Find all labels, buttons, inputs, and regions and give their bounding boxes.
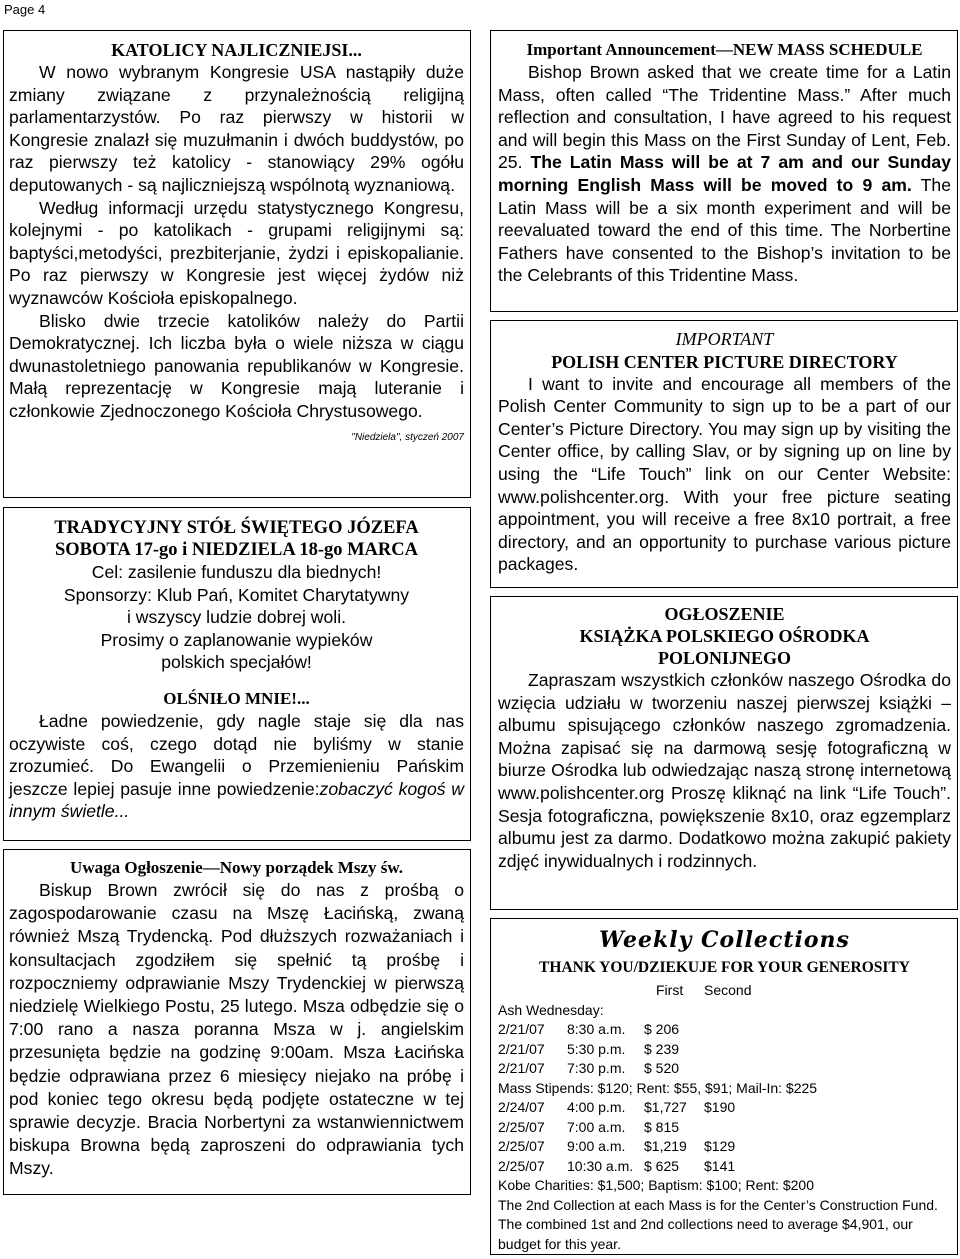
katolicy-paragraph-1: W nowo wybranym Kongresie USA nastąpiły duże zmiany związane z przynależnością religijną parlamentarzystów. Po raz pierwszy w historii w Kongresie znalazł się muzułmanin i dwóch buddystów, po raz pierwszy też katolicy - stanowiący 29% ogółu deputowanych - są najliczniejszą wspólnotą wyznaniową. <box>9 62 464 195</box>
ogloszenie-title-1: OGŁOSZENIE <box>664 604 785 624</box>
jozef-dates: SOBOTA 17-go i NIEDZIELA 18-go MARCA <box>54 540 419 560</box>
article-jozef <box>3 507 471 841</box>
collections-note: The 2nd Collection at each Mass is for the Center’s Construction Fund. The combined 1st and 2nd collections need to average $4,901, our budget for this year. <box>498 1196 938 1252</box>
collection-time: 5:30 p.m. <box>567 1040 626 1057</box>
katolicy-paragraph-3: Blisko dwie trzecie katolików należy do Partii Demokratycznej. Ich liczba była o wiele niższa w ciągu dwunastoletniego panowania republikanów w Kongresie. Małą reprezentację w Kongresie mają luteranie i członkowie Zjednoczonego Kościoła Chrystusowego. <box>9 310 464 421</box>
article-katolicy <box>3 30 471 498</box>
jozef-line-2: Sponsorzy: Klub Pań, Komitet Charytatywny <box>63 584 410 605</box>
collection-row <box>498 1040 951 1060</box>
ash-wednesday-label: Ash Wednesday: <box>498 1001 604 1018</box>
announcement-paragraph: Bishop Brown asked that we create time for a Latin Mass, often called “The Tridentine Mass.” After much reflection and consultation, I have agreed to his request and will begin this Mass on the First Sunday of Lent, Feb. 25. The Latin Mass will be at 7 am and our Sunday morning English Mass will be moved to 9 am. The Latin Mass will be a six month experiment and will be reevaluated toward the end of this time. The Norbertine Fathers have consented to the Bishop’s invitation to be the Celebrants of this Tridentine Mass. <box>498 62 951 286</box>
collection-date: 2/21/07 <box>498 1040 545 1057</box>
collection-first: $ 625 <box>644 1157 680 1174</box>
ogloszenie-paragraph: Zapraszam wszystkich członków naszego Ośrodka do wzięcia udziału w tworzeniu naszej pierwszej książki – albumu spisującego członków naszego zgromadzenia. Można zapisać się na darmową sesję fotograficzną w biurze Ośrodka lub odwiedzając naszą stronę internetową www.polishcenter.org Proszę kliknąć na link “Life Touch”. Sesja fotograficzna, powiększenie 8x10, oraz egzemplarz albumu jest za darmo. Dodatkowo można zakupić pakiety zdjęć inywidualnych i rodzinnych. <box>498 670 951 871</box>
jozef-line-4: Prosimy o zaplanowanie wypieków <box>100 629 373 650</box>
jozef-line-3: i wszyscy ludzie dobrej woli. <box>126 607 347 628</box>
katolicy-paragraph-2: Według informacji urzędu statystycznego Kongresu, kolejnymi - po katolikach - grupami religijnymi są: baptyści,metodyści, prezbiterjanie, żydzi i episkopalianie. Po raz pierwszy w Kongresie jest więcej żydów niż wyznawców Kościoła episkopalnego. <box>9 197 464 308</box>
collection-row <box>498 1137 951 1157</box>
article-directory <box>490 320 958 588</box>
collection-time: 7:00 a.m. <box>567 1118 626 1135</box>
collections-header <box>498 981 951 1001</box>
katolicy-title: KATOLICY NAJLICZNIEJSI... <box>111 40 362 60</box>
uwaga-title: Uwaga Ogłoszenie—Nowy porządek Mszy św. <box>70 858 403 877</box>
collection-first: $ 520 <box>644 1060 680 1076</box>
collection-time: 10:30 a.m. <box>567 1157 634 1174</box>
olsnilo-title: OLŚNIŁO MNIE!... <box>163 688 310 708</box>
collections-box <box>490 918 958 1255</box>
page-number: Page 4 <box>4 2 46 17</box>
collection-row <box>498 1020 951 1040</box>
directory-title-1: IMPORTANT <box>675 329 774 349</box>
collection-second: $190 <box>704 1099 736 1115</box>
ogloszenie-title-2: KSIĄŻKA POLSKIEGO OŚRODKA <box>579 626 870 646</box>
collection-row <box>498 1157 951 1177</box>
collection-second: $129 <box>704 1138 736 1154</box>
collection-first: $ 815 <box>644 1118 680 1135</box>
collections-table <box>498 981 951 1254</box>
directory-title-2: POLISH CENTER PICTURE DIRECTORY <box>551 351 898 372</box>
collection-time: 7:30 p.m. <box>567 1060 626 1076</box>
kobe-line: Kobe Charities: $1,500; Baptism: $100; Rent: $200 <box>498 1177 814 1193</box>
collection-row <box>498 1118 951 1138</box>
ogloszenie-title-3: POLONIJNEGO <box>657 648 791 668</box>
announcement-title: Important Announcement—NEW MASS SCHEDULE <box>526 40 923 59</box>
article-uwaga <box>3 849 471 1195</box>
collection-date: 2/21/07 <box>498 1060 545 1076</box>
stipends-line: Mass Stipends: $120; Rent: $55, $91; Mail-In: $225 <box>498 1079 818 1096</box>
collection-time: 8:30 a.m. <box>567 1021 626 1037</box>
collection-date: 2/21/07 <box>498 1021 545 1037</box>
collection-second: $141 <box>704 1157 736 1174</box>
weekly-collections-banner: Weekly Collections <box>599 927 850 953</box>
collection-row <box>498 1059 951 1079</box>
collections-title: THANK YOU/DZIEKUJE FOR YOUR GENEROSITY <box>539 959 910 976</box>
collection-time: 9:00 a.m. <box>567 1138 626 1154</box>
collection-time: 4:00 p.m. <box>567 1099 626 1115</box>
jozef-line-1: Cel: zasilenie funduszu dla biednych! <box>91 562 382 582</box>
column-second: Second <box>704 982 752 998</box>
collection-date: 2/25/07 <box>498 1138 545 1154</box>
collection-first: $1,219 <box>644 1138 687 1154</box>
collection-date: 2/25/07 <box>498 1157 545 1174</box>
collection-row <box>498 1098 951 1118</box>
collection-first: $1,727 <box>644 1099 687 1115</box>
article-announcement <box>490 30 958 312</box>
directory-paragraph: I want to invite and encourage all members of the Polish Center Community to sign up to be a part of our Center’s Picture Directory. You may sign up by visiting the Center office, by calling Slav, or by signing up on line by using the “Life Touch” link on our Center Website: www.polishcenter.org. With your free picture seating appointment, you will receive a free 8x10 portrait, a free directory, and an opportunity to purchase various picture packages. <box>498 373 951 575</box>
olsnilo-paragraph: Ładne powiedzenie, gdy nagle staje się dla nas oczywiste coś, czego dotąd nie byliśmy w stanie zrozumieć. Do Ewangelii o Przemienieniu Pańskim jeszcze lepiej pasuje inne powiedzenie:zobaczyć kogoś w innym świetle... <box>9 710 464 822</box>
collection-date: 2/24/07 <box>498 1099 545 1115</box>
katolicy-credit: "Niedziela", styczeń 2007 <box>351 431 464 443</box>
collection-first: $ 239 <box>644 1040 680 1057</box>
article-ogloszenie <box>490 596 958 910</box>
column-first: First <box>656 982 684 998</box>
jozef-line-5: polskich specjałów! <box>161 652 312 673</box>
collection-date: 2/25/07 <box>498 1118 545 1135</box>
uwaga-paragraph: Biskup Brown zwrócił się do nas z prośbą o zagospodarowanie czasu na Mszę Łacińską, zwaną również Mszą Trydencką. Pod dłuższych rozważaniach i konsultacjach zgodziłem się spełnić tą prośbę i rozpoczniemy odprawianie Mszy Trydenckiej w pierwszą niedzielę Wielkiego Postu, 25 lutego. Msza odbędzie się o 7:00 rano a nasza poranna Msza w j. angielskim przesunięta będzie na godzinę 9:00am. Msza Łacińska będzie odprawiana przez 6 miesięcy niejako na próbę i pod koniec tego okresu będą podjęte ostateczne w tej sprawie decyzje. Bracia Norbertyni za wstanwiennictwem biskupa Browna będą zaproszeni do odprawiania tych Mszy. <box>9 880 464 1179</box>
collection-first: $ 206 <box>644 1021 680 1037</box>
jozef-title: TRADYCYJNY STÓŁ ŚWIĘTEGO JÓZEFA <box>54 518 419 538</box>
